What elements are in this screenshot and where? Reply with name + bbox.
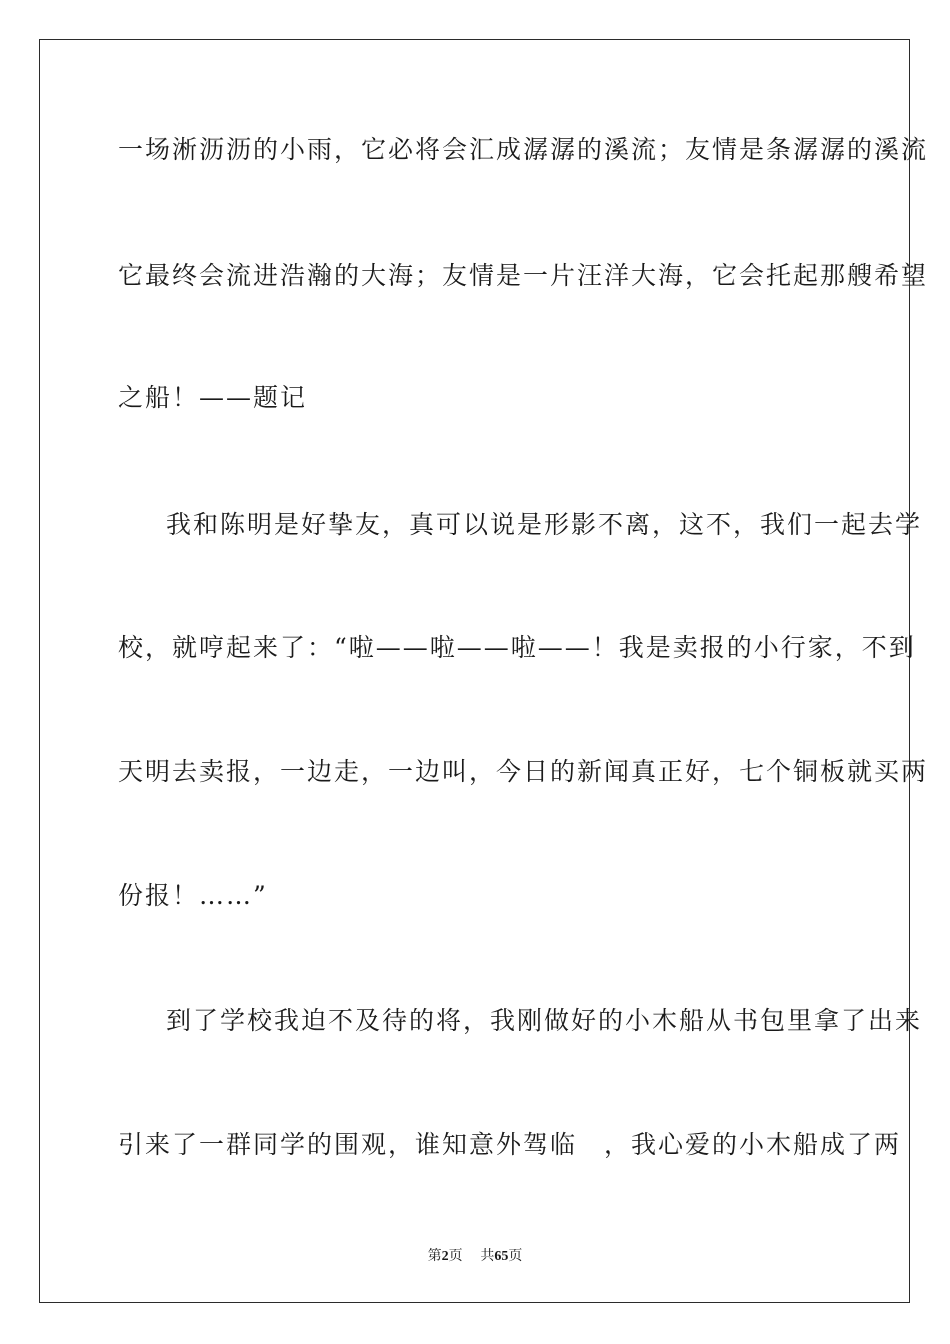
text-line: 它最终会流进浩瀚的大海；友情是一片汪洋大海，它会托起那艘希望: [118, 261, 929, 290]
text-line: 天明去卖报，一边走，一边叫，今日的新闻真正好，七个铜板就买两: [118, 757, 929, 786]
text-line: 引来了一群同学的围观，谁知意外驾临 ，我心爱的小木船成了两: [118, 1130, 902, 1159]
text-line: 到了学校我迫不及待的将，我刚做好的小木船从书包里拿了出来: [166, 1006, 923, 1035]
total-pages: 65: [494, 1249, 509, 1264]
text-line: 我和陈明是好挚友，真可以说是形影不离，这不，我们一起去学: [166, 510, 923, 539]
page-footer: [0, 1247, 950, 1266]
text-line: 份报！……”: [118, 881, 268, 910]
page-prefix: 第: [427, 1248, 442, 1264]
text-line: 一场淅沥沥的小雨，它必将会汇成潺潺的溪流；友情是条潺潺的溪流: [118, 135, 929, 164]
total-prefix: 共: [480, 1248, 495, 1264]
total-suffix: 页: [508, 1248, 523, 1264]
text-line: 之船！——题记: [118, 383, 308, 412]
page-suffix: 页: [448, 1248, 463, 1264]
page-frame: [39, 39, 929, 1303]
page-number: 2: [441, 1249, 449, 1264]
text-line: 校，就哼起来了：“啦——啦——啦——！我是卖报的小行家，不到: [118, 633, 916, 662]
